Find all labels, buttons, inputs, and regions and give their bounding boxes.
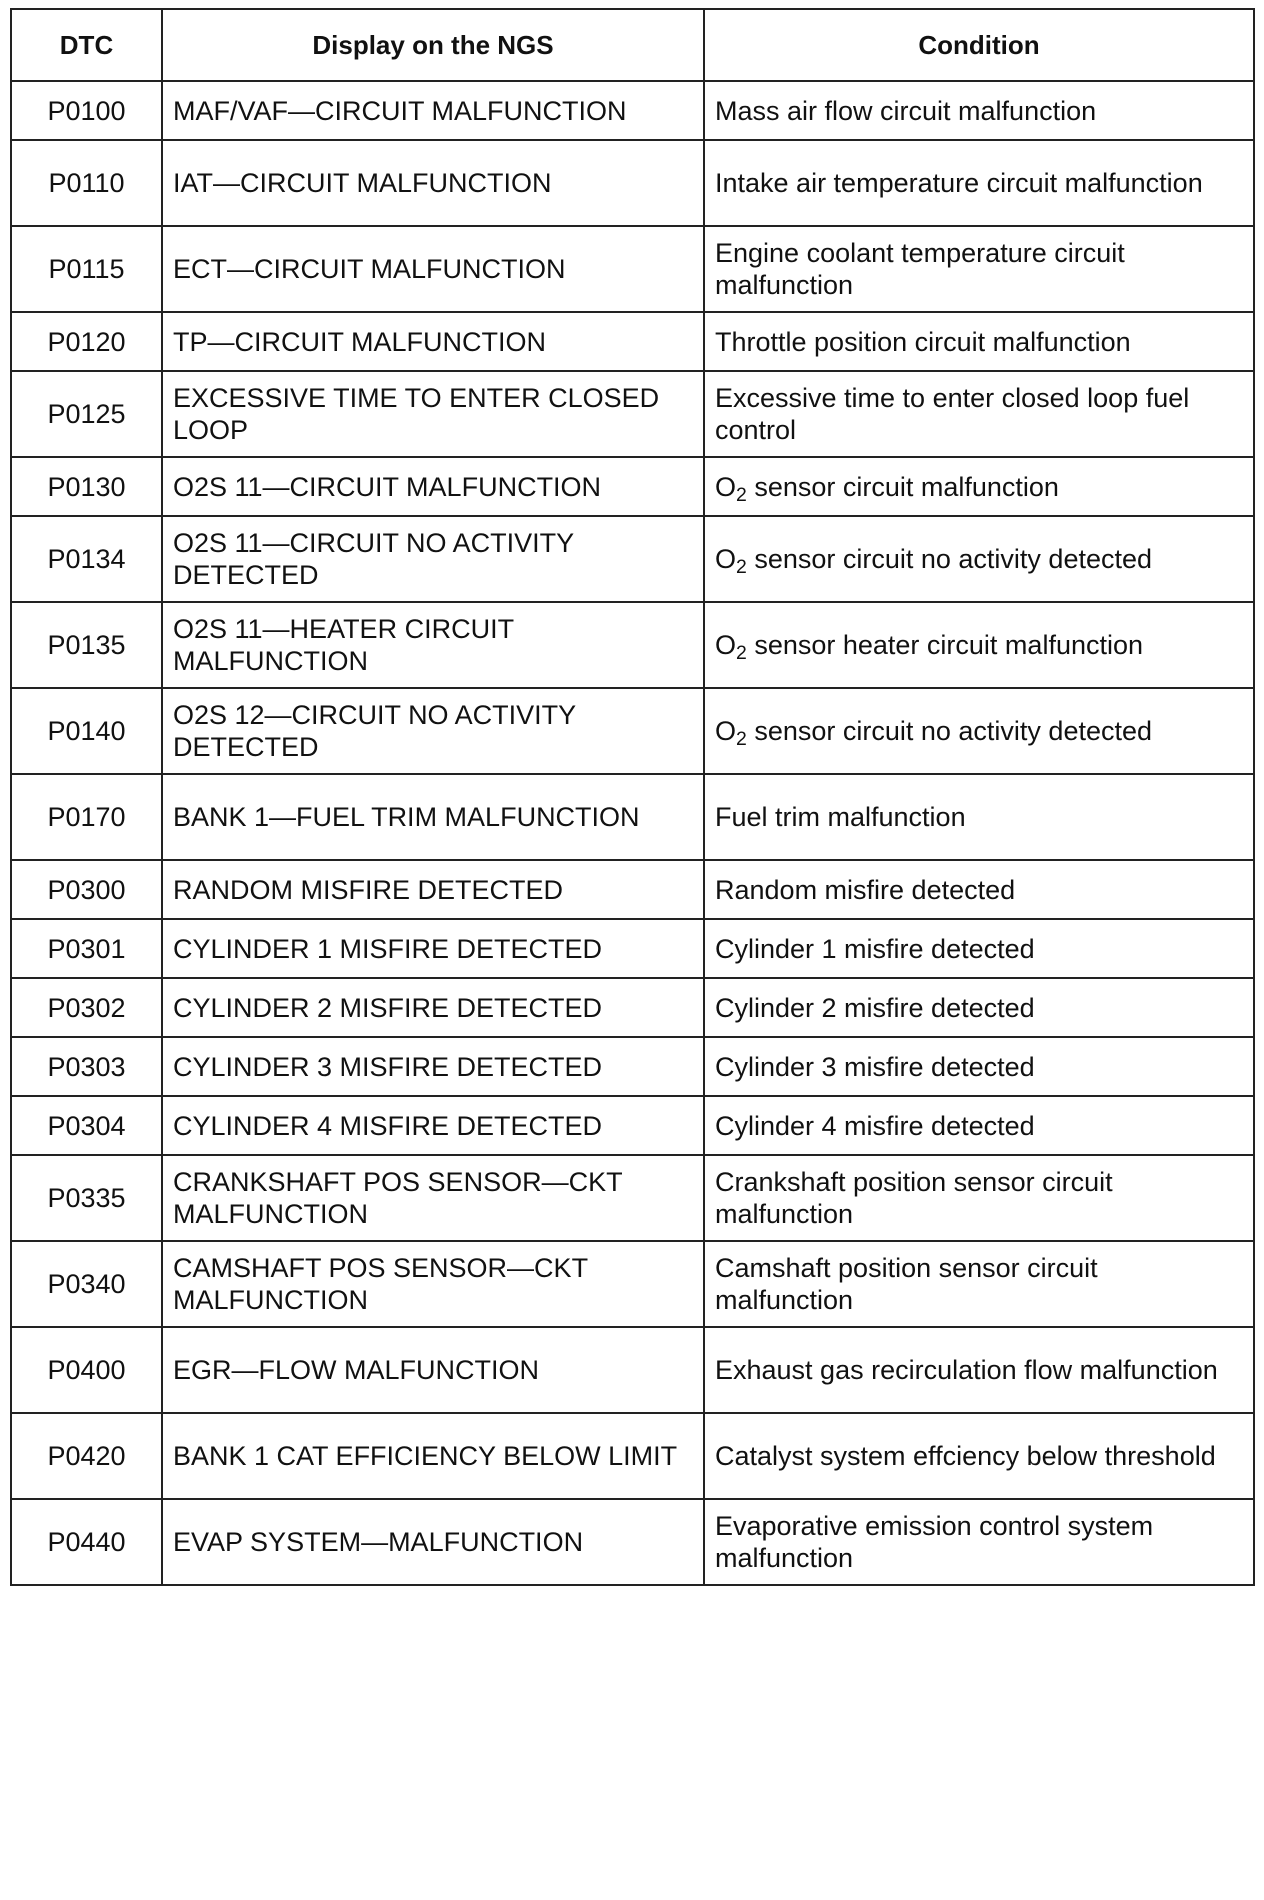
condition-cell-text: Engine coolant temperature circuit malfunction xyxy=(715,238,1125,300)
dtc-code-cell-text: P0400 xyxy=(47,1355,126,1385)
table-row xyxy=(11,688,1254,774)
ngs-display-cell xyxy=(162,1037,704,1096)
dtc-code-cell-text: P0420 xyxy=(47,1441,126,1471)
condition-cell xyxy=(704,1096,1254,1155)
condition-cell xyxy=(704,1499,1254,1585)
condition-cell-text: Cylinder 4 misfire detected xyxy=(715,1110,1035,1141)
condition-cell-text: Fuel trim malfunction xyxy=(715,802,966,832)
ngs-display-cell xyxy=(162,140,704,226)
table-row xyxy=(11,919,1254,978)
ngs-display-cell xyxy=(162,919,704,978)
dtc-code-cell-text: P0100 xyxy=(47,95,126,126)
table-row xyxy=(11,1155,1254,1241)
condition-cell-text: Cylinder 3 misfire detected xyxy=(715,1051,1035,1082)
condition-cell xyxy=(704,1413,1254,1499)
dtc-code-cell xyxy=(11,1327,162,1413)
table-row xyxy=(11,371,1254,457)
condition-cell-text: Mass air flow circuit malfunction xyxy=(715,95,1097,126)
ngs-display-cell xyxy=(162,81,704,140)
dtc-code-cell xyxy=(11,978,162,1037)
ngs-display-cell xyxy=(162,1499,704,1585)
condition-cell xyxy=(704,688,1254,774)
dtc-code-cell xyxy=(11,919,162,978)
condition-cell xyxy=(704,1241,1254,1327)
condition-cell-text: Exhaust gas recirculation flow malfunction xyxy=(715,1355,1218,1385)
dtc-code-cell-text: P0335 xyxy=(47,1183,126,1213)
table-row xyxy=(11,312,1254,371)
dtc-code-cell xyxy=(11,226,162,312)
dtc-table xyxy=(10,8,1255,1586)
dtc-code-cell xyxy=(11,602,162,688)
ngs-display-cell xyxy=(162,978,704,1037)
dtc-code-cell xyxy=(11,140,162,226)
ngs-display-cell-text: CAMSHAFT POS SENSOR—CKT MALFUNCTION xyxy=(173,1253,588,1315)
dtc-code-cell-text: P0303 xyxy=(47,1051,126,1082)
dtc-code-cell-text: P0304 xyxy=(47,1110,126,1141)
condition-cell-text: $O_2$ sensor circuit malfunction xyxy=(715,471,1059,506)
ngs-display-cell xyxy=(162,312,704,371)
condition-cell xyxy=(704,919,1254,978)
condition-cell-text: Crankshaft position sensor circuit malfunction xyxy=(715,1167,1113,1229)
condition-cell xyxy=(704,1155,1254,1241)
condition-cell xyxy=(704,457,1254,516)
table-row xyxy=(11,1096,1254,1155)
ngs-display-cell-text: EVAP SYSTEM—MALFUNCTION xyxy=(173,1527,584,1557)
ngs-display-cell-text: TP—CIRCUIT MALFUNCTION xyxy=(173,326,547,357)
ngs-display-cell xyxy=(162,1096,704,1155)
condition-cell-text: Random misfire detected xyxy=(715,874,1016,905)
table-row xyxy=(11,602,1254,688)
ngs-display-cell xyxy=(162,1241,704,1327)
condition-cell xyxy=(704,81,1254,140)
dtc-code-cell-text: P0340 xyxy=(47,1269,126,1299)
ngs-display-cell-text: MAF/VAF—CIRCUIT MALFUNCTION xyxy=(173,95,627,126)
dtc-code-cell-text: P0140 xyxy=(47,716,126,746)
ngs-display-cell xyxy=(162,602,704,688)
table-row xyxy=(11,1499,1254,1585)
ngs-display-cell-text: CYLINDER 3 MISFIRE DETECTED xyxy=(173,1051,603,1082)
table-row xyxy=(11,226,1254,312)
table-row xyxy=(11,457,1254,516)
ngs-display-cell xyxy=(162,860,704,919)
dtc-code-cell-text: P0300 xyxy=(47,874,126,905)
dtc-code-cell-text: P0125 xyxy=(47,399,126,429)
dtc-code-cell-text: P0130 xyxy=(47,471,126,502)
condition-cell xyxy=(704,774,1254,860)
ngs-display-cell-text: ECT—CIRCUIT MALFUNCTION xyxy=(173,254,566,284)
dtc-code-cell xyxy=(11,1413,162,1499)
condition-cell xyxy=(704,226,1254,312)
condition-cell-text: Camshaft position sensor circuit malfunction xyxy=(715,1253,1098,1315)
ngs-display-cell-text: O2S 12—CIRCUIT NO ACTIVITY DETECTED xyxy=(173,700,576,762)
ngs-display-cell xyxy=(162,1413,704,1499)
condition-cell-text: $O_2$ sensor circuit no activity detected xyxy=(715,716,1153,750)
condition-cell xyxy=(704,1327,1254,1413)
dtc-code-cell xyxy=(11,1241,162,1327)
header-row xyxy=(11,9,1254,81)
table-row xyxy=(11,1037,1254,1096)
header-display: Display on the NGS xyxy=(162,9,704,81)
dtc-code-cell xyxy=(11,1155,162,1241)
ngs-display-cell-text: EGR—FLOW MALFUNCTION xyxy=(173,1355,540,1385)
dtc-code-cell xyxy=(11,516,162,602)
dtc-code-cell xyxy=(11,81,162,140)
table-row xyxy=(11,774,1254,860)
ngs-display-cell xyxy=(162,516,704,602)
ngs-display-cell-text: EXCESSIVE TIME TO ENTER CLOSED LOOP xyxy=(173,383,660,445)
ngs-display-cell-text: O2S 11—HEATER CIRCUIT MALFUNCTION xyxy=(173,614,514,676)
ngs-display-cell xyxy=(162,774,704,860)
dtc-code-cell-text: P0120 xyxy=(47,326,126,357)
ngs-display-cell-text: O2S 11—CIRCUIT NO ACTIVITY DETECTED xyxy=(173,528,574,590)
ngs-display-cell-text: O2S 11—CIRCUIT MALFUNCTION xyxy=(173,471,602,502)
dtc-code-cell-text: P0440 xyxy=(47,1527,126,1557)
table-row xyxy=(11,1327,1254,1413)
dtc-code-cell xyxy=(11,860,162,919)
ngs-display-cell-text: RANDOM MISFIRE DETECTED xyxy=(173,874,564,905)
condition-cell xyxy=(704,371,1254,457)
dtc-code-cell xyxy=(11,312,162,371)
dtc-code-cell xyxy=(11,1499,162,1585)
header-condition: Condition xyxy=(704,9,1254,81)
ngs-display-cell-text: BANK 1—FUEL TRIM MALFUNCTION xyxy=(173,802,640,832)
condition-cell-text: Evaporative emission control system malfunction xyxy=(715,1511,1154,1573)
condition-cell xyxy=(704,312,1254,371)
ngs-display-cell xyxy=(162,371,704,457)
condition-cell xyxy=(704,1037,1254,1096)
dtc-code-cell-text: P0301 xyxy=(47,933,126,964)
dtc-code-cell-text: P0302 xyxy=(47,992,126,1023)
condition-cell-text: Intake air temperature circuit malfunction xyxy=(715,168,1203,198)
condition-cell xyxy=(704,602,1254,688)
table-row xyxy=(11,1241,1254,1327)
ngs-display-cell xyxy=(162,226,704,312)
condition-cell-text: Cylinder 1 misfire detected xyxy=(715,933,1035,964)
dtc-code-cell xyxy=(11,371,162,457)
table-row xyxy=(11,516,1254,602)
ngs-display-cell xyxy=(162,457,704,516)
condition-cell-text: Throttle position circuit malfunction xyxy=(715,326,1131,357)
dtc-code-cell xyxy=(11,457,162,516)
condition-cell-text: $O_2$ sensor circuit no activity detected xyxy=(715,544,1153,578)
dtc-code-cell-text: P0134 xyxy=(47,544,126,574)
dtc-code-cell xyxy=(11,1096,162,1155)
table-row xyxy=(11,860,1254,919)
ngs-display-cell-text: BANK 1 CAT EFFICIENCY BELOW LIMIT xyxy=(173,1441,678,1471)
table-body xyxy=(11,81,1254,1585)
header-dtc: DTC xyxy=(11,9,162,81)
condition-cell xyxy=(704,516,1254,602)
table-row xyxy=(11,978,1254,1037)
condition-cell-text: $O_2$ sensor heater circuit malfunction xyxy=(715,630,1144,664)
condition-cell-text: Catalyst system effciency below threshold xyxy=(715,1441,1216,1471)
ngs-display-cell xyxy=(162,1155,704,1241)
dtc-code-cell-text: P0135 xyxy=(47,630,126,660)
condition-cell xyxy=(704,140,1254,226)
ngs-display-cell-text: IAT—CIRCUIT MALFUNCTION xyxy=(173,168,552,198)
ngs-display-cell-text: CRANKSHAFT POS SENSOR—CKT MALFUNCTION xyxy=(173,1167,623,1229)
ngs-display-cell-text: CYLINDER 1 MISFIRE DETECTED xyxy=(173,933,603,964)
dtc-code-cell-text: P0115 xyxy=(48,254,125,284)
dtc-code-cell-text: P0170 xyxy=(47,802,126,832)
condition-cell-text: Excessive time to enter closed loop fuel control xyxy=(715,383,1190,445)
ngs-display-cell-text: CYLINDER 4 MISFIRE DETECTED xyxy=(173,1110,603,1141)
dtc-code-cell-text: P0110 xyxy=(48,168,125,198)
dtc-code-cell xyxy=(11,688,162,774)
table-row xyxy=(11,1413,1254,1499)
condition-cell-text: Cylinder 2 misfire detected xyxy=(715,992,1035,1023)
dtc-code-cell xyxy=(11,774,162,860)
ngs-display-cell-text: CYLINDER 2 MISFIRE DETECTED xyxy=(173,992,603,1023)
condition-cell xyxy=(704,978,1254,1037)
dtc-code-cell xyxy=(11,1037,162,1096)
ngs-display-cell xyxy=(162,1327,704,1413)
ngs-display-cell xyxy=(162,688,704,774)
table-row xyxy=(11,140,1254,226)
table-row xyxy=(11,81,1254,140)
condition-cell xyxy=(704,860,1254,919)
